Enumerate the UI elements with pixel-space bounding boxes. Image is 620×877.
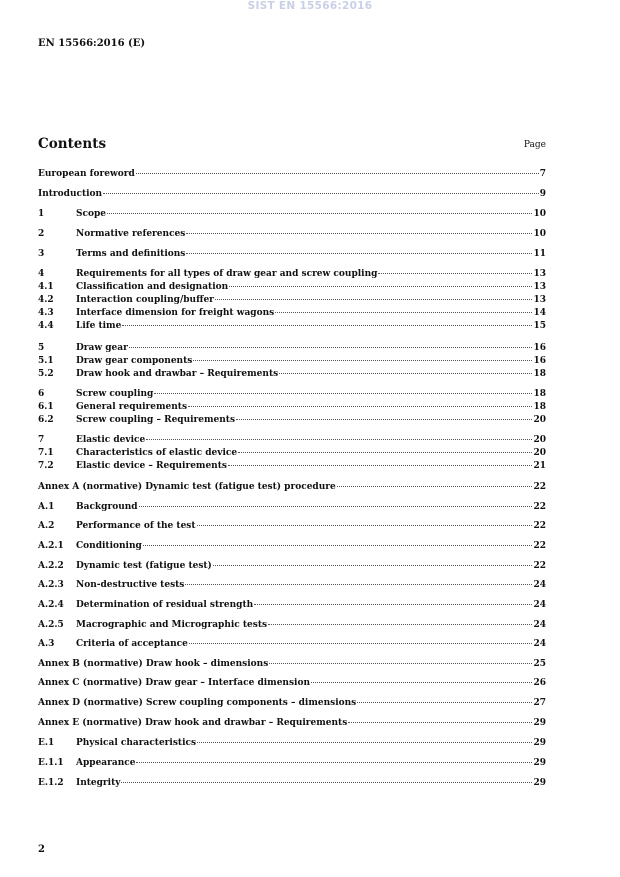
toc-entry-number: 2 (38, 229, 45, 239)
toc-entry-title: Life time (76, 321, 122, 331)
toc-leader-dots (378, 272, 532, 274)
toc-entry[interactable] (38, 501, 546, 513)
toc-entry-number: 4.4 (38, 321, 54, 331)
toc-entry-page: 20 (533, 415, 546, 425)
toc-entry[interactable] (38, 599, 546, 611)
toc-entry-number: 4.2 (38, 295, 54, 305)
toc-leader-dots (279, 372, 532, 374)
toc-leader-dots (103, 192, 539, 194)
toc-leader-dots (357, 701, 532, 703)
toc-entry-title: Scope (76, 209, 107, 219)
toc-leader-dots (213, 564, 533, 566)
toc-entry-number: 7.1 (38, 448, 54, 458)
toc-entry-title: Determination of residual strength (76, 600, 254, 610)
toc-entry-page: 26 (533, 678, 546, 688)
toc-entry-number: 3 (38, 249, 45, 259)
toc-entry-page: 22 (533, 521, 546, 531)
toc-leader-dots (107, 212, 532, 214)
toc-leader-dots (193, 359, 532, 361)
toc-entry[interactable] (38, 619, 546, 631)
toc-entry-title: Integrity (76, 778, 121, 788)
toc-entry-number: E.1.2 (38, 778, 64, 788)
toc-entry[interactable] (38, 388, 546, 400)
toc-entry-number: A.2.4 (38, 600, 64, 610)
toc-entry-number: E.1.1 (38, 758, 64, 768)
toc-leader-dots (121, 781, 532, 783)
toc-leader-dots (269, 662, 532, 664)
toc-entry-title: Screw coupling (76, 389, 154, 399)
toc-entry[interactable] (38, 414, 546, 426)
toc-entry[interactable] (38, 294, 546, 306)
toc-leader-dots (197, 741, 532, 743)
toc-entry[interactable] (38, 579, 546, 591)
toc-entry-page: 20 (533, 448, 546, 458)
toc-entry-title: General requirements (76, 402, 188, 412)
toc-entry-number: 5 (38, 343, 45, 353)
toc-entry-title: Screw coupling – Requirements (76, 415, 236, 425)
toc-leader-dots (229, 285, 532, 287)
toc-leader-dots (136, 761, 532, 763)
toc-entry-number: A.2.2 (38, 561, 64, 571)
toc-entry-title: Interaction coupling/buffer (76, 295, 214, 305)
toc-entry-number: A.1 (38, 502, 55, 512)
toc-entry-number: A.3 (38, 639, 55, 649)
toc-entry[interactable] (38, 168, 546, 180)
toc-leader-dots (311, 681, 532, 683)
toc-entry[interactable] (38, 401, 546, 413)
toc-leader-dots (268, 623, 532, 625)
toc-entry[interactable] (38, 368, 546, 380)
toc-entry-title: Characteristics of elastic device (76, 448, 238, 458)
toc-entry-title: Draw gear components (76, 356, 193, 366)
toc-entry[interactable] (38, 757, 546, 769)
page-title: Contents (38, 136, 107, 152)
toc-entry-page: 13 (533, 269, 546, 279)
toc-entry-page: 15 (533, 321, 546, 331)
toc-entry-title: Terms and definitions (76, 249, 186, 259)
toc-entry-page: 24 (533, 639, 546, 649)
watermark: SIST EN 15566:2016 (247, 0, 373, 12)
toc-entry[interactable] (38, 248, 546, 260)
toc-leader-dots (146, 438, 532, 440)
toc-entry-title: Dynamic test (fatigue test) (76, 561, 212, 571)
toc-entry-number: A.2 (38, 521, 55, 531)
toc-entry-title: Appearance (76, 758, 136, 768)
toc-entry[interactable] (38, 717, 546, 729)
toc-leader-dots (139, 505, 533, 507)
toc-entry-page: 9 (539, 189, 546, 199)
toc-entry-number: 6.1 (38, 402, 54, 412)
toc-entry-number: A.2.1 (38, 541, 64, 551)
toc-entry[interactable] (38, 188, 546, 200)
toc-entry-page: 22 (533, 541, 546, 551)
toc-leader-dots (197, 524, 533, 526)
toc-entry[interactable] (38, 677, 546, 689)
toc-entry-page: 11 (533, 249, 546, 259)
toc-entry-number: 7 (38, 435, 45, 445)
toc-leader-dots (129, 346, 533, 348)
toc-entry-page: 10 (533, 229, 546, 239)
toc-entry-title: Annex C (normative) Draw gear – Interface dimension (38, 678, 310, 688)
toc-entry-title: Annex A (normative) Dynamic test (fatigue test) procedure (38, 482, 336, 492)
toc-entry-page: 25 (533, 659, 546, 669)
toc-entry[interactable] (38, 540, 546, 552)
toc-leader-dots (143, 544, 533, 546)
toc-entry-page: 29 (533, 718, 546, 728)
toc-leader-dots (228, 464, 533, 466)
toc-entry[interactable] (38, 638, 546, 650)
toc-entry[interactable] (38, 320, 546, 332)
toc-entry[interactable] (38, 355, 546, 367)
toc-entry-page: 24 (533, 580, 546, 590)
toc-entry[interactable] (38, 281, 546, 293)
toc-entry[interactable] (38, 447, 546, 459)
toc-leader-dots (348, 721, 532, 723)
toc-entry-page: 14 (533, 308, 546, 318)
toc-entry-page: 29 (533, 738, 546, 748)
toc-entry-title: Background (76, 502, 138, 512)
toc-entry-number: 6.2 (38, 415, 54, 425)
toc-entry-title: Non-destructive tests (76, 580, 185, 590)
toc-entry-page: 22 (533, 482, 546, 492)
toc-entry-page: 29 (533, 778, 546, 788)
toc-entry-page: 29 (533, 758, 546, 768)
toc-entry-title: Criteria of acceptance (76, 639, 188, 649)
toc-entry-title: Draw hook and drawbar – Requirements (76, 369, 279, 379)
toc-entry[interactable] (38, 434, 546, 446)
toc-leader-dots (254, 603, 532, 605)
toc-entry-page: 20 (533, 435, 546, 445)
toc-entry-title: Performance of the test (76, 521, 196, 531)
toc-entry-number: 4.3 (38, 308, 54, 318)
toc-entry-page: 21 (533, 461, 546, 471)
toc-leader-dots (186, 252, 532, 254)
toc-entry-page: 13 (533, 295, 546, 305)
toc-entry-page: 18 (533, 369, 546, 379)
toc-entry-title: Annex D (normative) Screw coupling components – dimensions (38, 698, 357, 708)
toc-entry[interactable] (38, 697, 546, 709)
toc-entry-page: 22 (533, 561, 546, 571)
toc-entry-page: 16 (533, 343, 546, 353)
toc-entry-number: 4.1 (38, 282, 54, 292)
toc-leader-dots (136, 172, 539, 174)
document-id: EN 15566:2016 (E) (38, 38, 146, 49)
toc-leader-dots (215, 298, 533, 300)
toc-entry-page: 27 (533, 698, 546, 708)
toc-entry-number: 1 (38, 209, 45, 219)
toc-entry-page: 13 (533, 282, 546, 292)
toc-entry[interactable] (38, 658, 546, 670)
toc-leader-dots (236, 418, 532, 420)
toc-entry-page: 7 (539, 169, 546, 179)
toc-entry-number: E.1 (38, 738, 55, 748)
toc-entry-title: Elastic device (76, 435, 146, 445)
toc-leader-dots (275, 311, 532, 313)
toc-entry-number: 5.2 (38, 369, 54, 379)
toc-leader-dots (238, 451, 532, 453)
toc-leader-dots (122, 324, 532, 326)
toc-entry[interactable] (38, 268, 546, 280)
toc-leader-dots (186, 232, 532, 234)
toc-entry-title: Classification and designation (76, 282, 229, 292)
toc-entry[interactable] (38, 342, 546, 354)
toc-entry-number: 4 (38, 269, 45, 279)
toc-entry-page: 10 (533, 209, 546, 219)
toc-entry-title: Annex B (normative) Draw hook – dimensions (38, 659, 269, 669)
toc-entry[interactable] (38, 481, 546, 493)
toc-entry-page: 24 (533, 620, 546, 630)
toc-entry-number: A.2.3 (38, 580, 64, 590)
footer-page-number: 2 (38, 844, 45, 855)
toc-entry-page: 18 (533, 402, 546, 412)
toc-entry-page: 16 (533, 356, 546, 366)
toc-entry-page: 22 (533, 502, 546, 512)
toc-entry[interactable] (38, 777, 546, 789)
toc-entry-number: 6 (38, 389, 45, 399)
toc-entry-title: Annex E (normative) Draw hook and drawbar – Requirements (38, 718, 348, 728)
toc-entry[interactable] (38, 520, 546, 532)
toc-entry[interactable] (38, 560, 546, 572)
toc-entry-title: European foreword (38, 169, 135, 179)
toc-entry-title: Normative references (76, 229, 186, 239)
toc-entry-page: 24 (533, 600, 546, 610)
toc-entry[interactable] (38, 460, 546, 472)
toc-entry-page: 18 (533, 389, 546, 399)
toc-entry-number: A.2.5 (38, 620, 64, 630)
toc-entry-title: Interface dimension for freight wagons (76, 308, 275, 318)
toc-leader-dots (185, 583, 532, 585)
toc-entry-title: Physical characteristics (76, 738, 197, 748)
toc-entry[interactable] (38, 228, 546, 240)
toc-entry[interactable] (38, 307, 546, 319)
toc-entry-title: Elastic device – Requirements (76, 461, 227, 471)
toc-entry-title: Conditioning (76, 541, 142, 551)
toc-entry[interactable] (38, 737, 546, 749)
toc-leader-dots (189, 642, 533, 644)
page-column-label: Page (523, 140, 546, 150)
toc-entry-title: Draw gear (76, 343, 128, 353)
toc-entry-title: Macrographic and Micrographic tests (76, 620, 268, 630)
toc-entry-number: 7.2 (38, 461, 54, 471)
toc-leader-dots (188, 405, 532, 407)
toc-entry[interactable] (38, 208, 546, 220)
toc-leader-dots (154, 392, 532, 394)
toc-leader-dots (337, 485, 533, 487)
toc-entry-title: Introduction (38, 189, 103, 199)
toc-entry-number: 5.1 (38, 356, 54, 366)
toc-entry-title: Requirements for all types of draw gear and screw coupling (76, 269, 378, 279)
